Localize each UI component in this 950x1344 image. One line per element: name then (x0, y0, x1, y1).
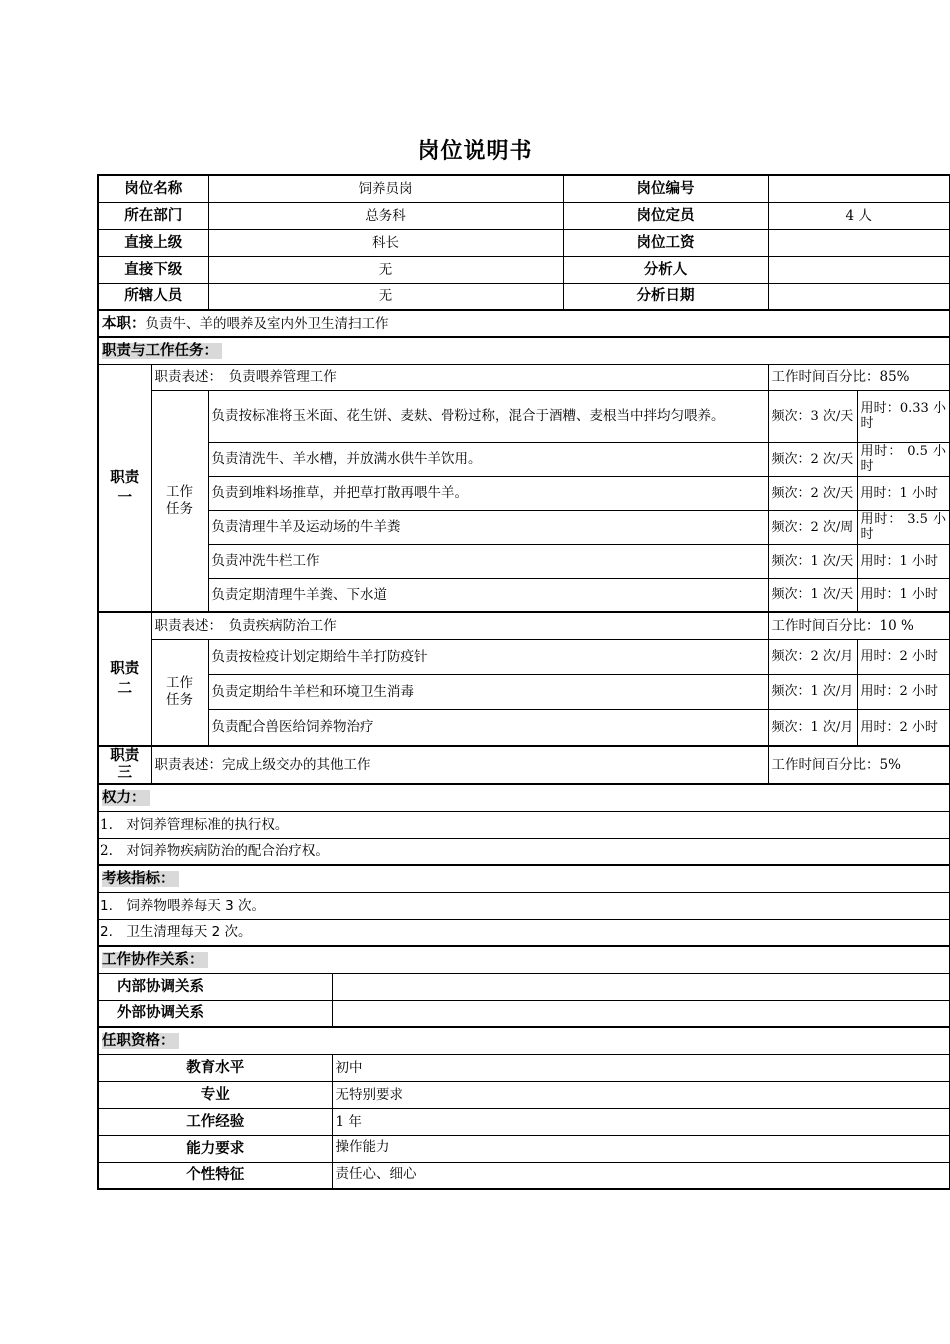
authority-item: 1. 对饲养管理标准的执行权。 (98, 811, 950, 838)
qualification-value: 操作能力 (332, 1135, 950, 1162)
qualification-value: 初中 (332, 1054, 950, 1081)
duty2-task-label: 工作任务 (151, 639, 208, 746)
section-header: 工作协作关系： (102, 952, 208, 968)
main-duty-text: 负责牛、羊的喂养及室内外卫生清扫工作 (145, 315, 389, 332)
qualification-label: 能力要求 (98, 1135, 332, 1162)
task-frequency: 频次：1 次/月 (768, 674, 857, 709)
field-value (768, 256, 950, 283)
kpi-item: 1. 饲养物喂养每天 3 次。 (98, 892, 950, 919)
basic-row (98, 229, 950, 256)
section-header: 考核指标： (102, 871, 179, 887)
list-item (98, 919, 950, 946)
task-frequency: 频次：2 次/月 (768, 639, 857, 674)
qualification-row (98, 1162, 950, 1189)
authority-header-cell (98, 784, 950, 811)
duty3-label: 职责三 (98, 746, 151, 784)
field-label: 直接上级 (98, 229, 208, 256)
field-value: 4 人 (768, 202, 950, 229)
task-text: 负责冲洗牛栏工作 (208, 544, 768, 578)
main-duty-row (98, 310, 950, 337)
task-text: 负责清理牛羊及运动场的牛羊粪 (208, 510, 768, 544)
duty-desc-label: 职责表述： (154, 617, 216, 634)
task-duration: 用时：2 小时 (857, 639, 950, 674)
kpi-header-cell (98, 865, 950, 892)
duty-desc-text: 负责疾病防治工作 (228, 617, 337, 634)
qualification-row (98, 1135, 950, 1162)
external-value (332, 1000, 950, 1027)
kpi-item: 2. 卫生清理每天 2 次。 (98, 919, 950, 946)
field-label: 所在部门 (98, 202, 208, 229)
qualification-row (98, 1054, 950, 1081)
qualification-label: 专业 (98, 1081, 332, 1108)
basic-row (98, 175, 950, 202)
job-table (97, 174, 950, 1190)
section-header: 权力： (102, 790, 150, 806)
kpi-header-row (98, 865, 950, 892)
field-value: 饲养员岗 (208, 175, 563, 202)
authority-header-row (98, 784, 950, 811)
internal-value (332, 973, 950, 1000)
task-text: 负责清洗牛、羊水槽，并放满水供牛羊饮用。 (208, 442, 768, 476)
duty1-desc (151, 364, 768, 390)
main-duty-label: 本职： (102, 315, 146, 332)
qualification-label: 工作经验 (98, 1108, 332, 1135)
task-duration: 用时：2 小时 (857, 674, 950, 709)
field-label: 岗位工资 (563, 229, 768, 256)
task-text: 负责按检疫计划定期给牛羊打防疫针 (208, 639, 768, 674)
task-row (98, 544, 950, 578)
task-frequency: 频次：1 次/天 (768, 544, 857, 578)
task-row (98, 510, 950, 544)
duty1-label: 职责一 (98, 364, 151, 612)
duty1-task-label: 工作任务 (151, 390, 208, 612)
basic-row (98, 283, 950, 310)
task-row (98, 442, 950, 476)
task-duration: 用时：0.33 小时 (857, 390, 950, 442)
list-item (98, 811, 950, 838)
basic-row (98, 256, 950, 283)
field-label: 分析日期 (563, 283, 768, 310)
field-value (768, 175, 950, 202)
task-text: 负责定期给牛羊栏和环境卫生消毒 (208, 674, 768, 709)
duties-header (98, 337, 950, 364)
field-value: 无 (208, 256, 563, 283)
section-header: 职责与工作任务： (102, 343, 222, 359)
field-value (768, 229, 950, 256)
qualification-row (98, 1081, 950, 1108)
task-row (98, 639, 950, 674)
qualification-header-cell (98, 1027, 950, 1054)
duty2-desc-row (98, 612, 950, 639)
task-frequency: 频次：3 次/天 (768, 390, 857, 442)
main-duty (98, 310, 950, 337)
qualification-header-row (98, 1027, 950, 1054)
qualification-value: 1 年 (332, 1108, 950, 1135)
task-frequency: 频次：1 次/月 (768, 709, 857, 746)
cooperation-header-cell (98, 946, 950, 973)
duty2-label: 职责二 (98, 612, 151, 746)
qualification-value: 无特别要求 (332, 1081, 950, 1108)
field-label: 岗位定员 (563, 202, 768, 229)
task-text: 负责到堆料场推草，并把草打散再喂牛羊。 (208, 476, 768, 510)
field-label: 所辖人员 (98, 283, 208, 310)
qualification-label: 教育水平 (98, 1054, 332, 1081)
page-title: 岗位说明书 (417, 139, 533, 164)
duty3-row (98, 746, 950, 784)
duty-desc-text: 负责喂养管理工作 (228, 369, 337, 385)
field-label: 岗位名称 (98, 175, 208, 202)
section-header: 任职资格： (102, 1033, 179, 1049)
task-duration: 用时：1 小时 (857, 578, 950, 612)
task-frequency: 频次：2 次/天 (768, 442, 857, 476)
duties-header-row (98, 337, 950, 364)
task-frequency: 频次：2 次/周 (768, 510, 857, 544)
basic-row (98, 202, 950, 229)
external-label: 外部协调关系 (98, 1000, 332, 1027)
task-duration: 用时： 3.5 小时 (857, 510, 950, 544)
task-row (98, 578, 950, 612)
authority-item: 2. 对饲养物疾病防治的配合治疗权。 (98, 838, 950, 865)
field-label: 直接下级 (98, 256, 208, 283)
internal-label: 内部协调关系 (98, 973, 332, 1000)
task-frequency: 频次：2 次/天 (768, 476, 857, 510)
task-row (98, 709, 950, 746)
field-label: 岗位编号 (563, 175, 768, 202)
cooperation-header-row (98, 946, 950, 973)
job-description-form (97, 174, 946, 1190)
field-value: 无 (208, 283, 563, 310)
duty-desc-label: 职责表述： (154, 369, 216, 385)
task-text: 负责按标准将玉米面、花生饼、麦麸、骨粉过称，混合于酒糟、麦根当中拌均匀喂养。 (208, 390, 768, 442)
field-label: 分析人 (563, 256, 768, 283)
duty3-desc: 职责表述：完成上级交办的其他工作 (151, 746, 768, 784)
task-row (98, 390, 950, 442)
field-value (768, 283, 950, 310)
list-item (98, 838, 950, 865)
duty1-percent: 工作时间百分比：85% (768, 364, 950, 390)
task-frequency: 频次：1 次/天 (768, 578, 857, 612)
cooperation-row (98, 1000, 950, 1027)
duty3-percent: 工作时间百分比：5% (768, 746, 950, 784)
field-value: 总务科 (208, 202, 563, 229)
field-value: 科长 (208, 229, 563, 256)
cooperation-row (98, 973, 950, 1000)
task-row (98, 674, 950, 709)
task-duration: 用时：2 小时 (857, 709, 950, 746)
duty2-desc (151, 612, 768, 639)
task-duration: 用时：1 小时 (857, 476, 950, 510)
list-item (98, 892, 950, 919)
task-duration: 用时： 0.5 小时 (857, 442, 950, 476)
qualification-value: 责任心、细心 (332, 1162, 950, 1189)
task-row (98, 476, 950, 510)
qualification-label: 个性特征 (98, 1162, 332, 1189)
duty1-desc-row (98, 364, 950, 390)
task-duration: 用时：1 小时 (857, 544, 950, 578)
task-text: 负责配合兽医给饲养物治疗 (208, 709, 768, 746)
task-text: 负责定期清理牛羊粪、下水道 (208, 578, 768, 612)
duty2-percent: 工作时间百分比：10 % (768, 612, 950, 639)
qualification-row (98, 1108, 950, 1135)
